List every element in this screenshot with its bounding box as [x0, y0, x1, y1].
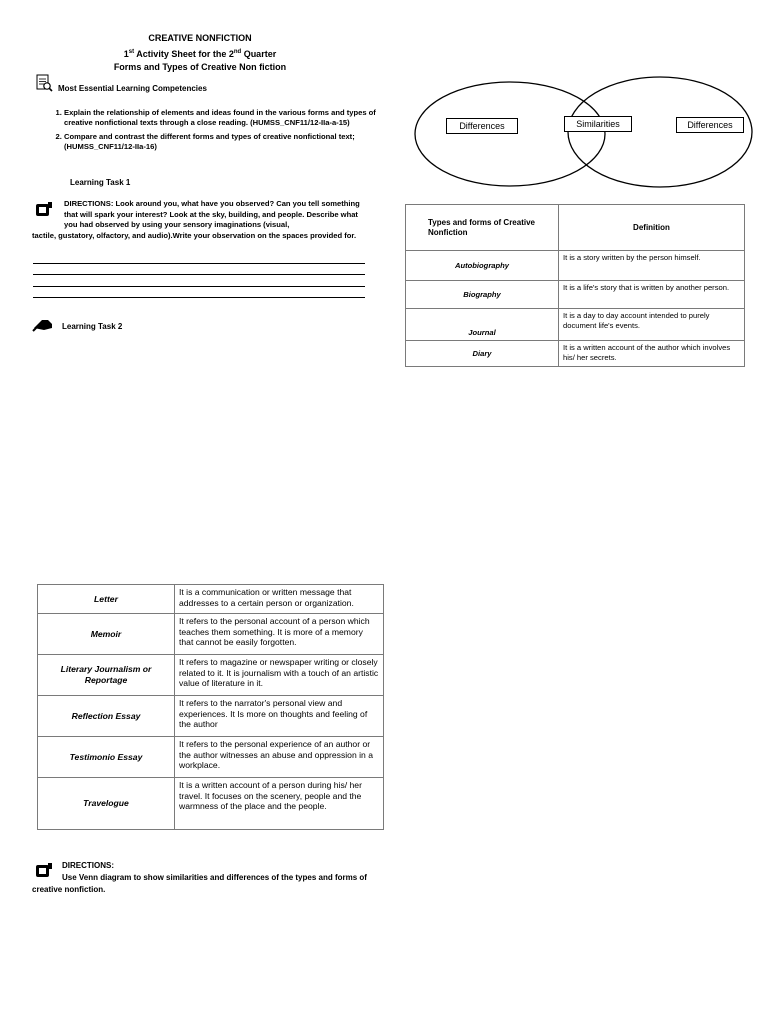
pencil-hand-icon: [32, 314, 52, 334]
header-term: Types and forms of Creative Nonfiction: [406, 205, 559, 251]
document-title: [30, 32, 370, 75]
header-definition: Definition: [559, 205, 745, 251]
table-row: [38, 778, 384, 830]
term-cell: Reflection Essay: [38, 696, 175, 737]
forms-table-1: [405, 204, 745, 367]
quarter-line: 1st Activity Sheet for the 2nd Quarter: [123, 48, 277, 59]
definition-cell: It refers to the narrator's personal view and experiences. It Is more on thoughts and feeling of the author: [175, 696, 384, 737]
term-cell: Letter: [38, 585, 175, 614]
definition-cell: It refers to the personal account of a person which teaches them something. It is more of a memory that cannot be easily forgotten.: [175, 614, 384, 655]
definition-cell: It is a story written by the person himself.: [559, 251, 745, 281]
answer-line[interactable]: [33, 297, 365, 298]
definition-cell: It is a life's story that is written by another person.: [559, 281, 745, 309]
answer-line[interactable]: [33, 286, 365, 287]
answer-line[interactable]: [33, 263, 365, 264]
venn-left-circle: [415, 82, 605, 186]
competency-item: 2. Compare and contrast the different forms and types of creative nonfictional text; (HUMSS_CNF11/12-IIa-16): [64, 132, 400, 153]
directions-text-first: Use Venn diagram to show similarities and differences of the types and forms of: [62, 873, 367, 882]
venn-directions: [32, 860, 372, 896]
definition-cell: It refers to the personal experience of an author or the author witnesses an abuse and oppression in a workplace.: [175, 737, 384, 778]
task1-directions-rest: tactile, gustatory, olfactory, and audio).Write your observation on the spaces provided for.: [32, 230, 357, 240]
directions-label: DIRECTIONS:: [62, 861, 114, 870]
forms-table-2: [37, 584, 384, 830]
table-row: [38, 614, 384, 655]
table-row: [38, 655, 384, 696]
directions-text-rest: creative nonfiction.: [32, 885, 106, 894]
term-cell: Travelogue: [38, 778, 175, 830]
venn-middle-label: Similarities: [564, 116, 632, 132]
table-row: [406, 251, 745, 281]
term-cell: Literary Journalism or Reportage: [38, 655, 175, 696]
definition-cell: It refers to magazine or newspaper writing or closely related to it. It is journalism with a touch of an artistic value of literature in it.: [175, 655, 384, 696]
definition-cell: It is a day to day account intended to purely document life's events.: [559, 309, 745, 341]
task1-directions: [32, 199, 366, 241]
answer-line[interactable]: [33, 274, 365, 275]
competency-list: [32, 108, 400, 156]
definition-cell: It is a written account of the author which involves his/ her secrets.: [559, 341, 745, 367]
subtitle-line: Forms and Types of Creative Non fiction: [113, 62, 287, 72]
term-cell: Testimonio Essay: [38, 737, 175, 778]
definition-cell: It is a written account of a person during his/ her travel. It focuses on the scenery, people and the warmness of the place and the people.: [175, 778, 384, 830]
table-row: [406, 341, 745, 367]
venn-right-label: Differences: [676, 117, 744, 133]
competency-item: 1. Explain the relationship of elements and ideas found in the various forms and types of creative nonfictional texts through a close reading. (HUMSS_CNF11/12-IIa-a-15): [64, 108, 400, 129]
table-row: [38, 737, 384, 778]
task1-directions-first: DIRECTIONS: Look around you, what have you observed? Can you tell something that will spark your interest? Look at the sky, building, and people. Describe what you had observed by using your sensory imaginations (visual,: [64, 199, 360, 229]
title-line: CREATIVE NONFICTION: [148, 33, 252, 43]
term-cell: Autobiography: [406, 251, 559, 281]
term-cell: Biography: [406, 281, 559, 309]
term-cell: Diary: [406, 341, 559, 367]
definition-cell: It is a communication or written message that addresses to a certain person or organization.: [175, 585, 384, 614]
table-row: [38, 585, 384, 614]
learning-task-1-label: Learning Task 1: [70, 178, 131, 187]
clipboard-icon: [34, 73, 54, 93]
learning-task-2-label: Learning Task 2: [62, 322, 123, 331]
table-row: [406, 281, 745, 309]
venn-left-label: Differences: [446, 118, 518, 134]
table-row: [406, 309, 745, 341]
competencies-heading: Most Essential Learning Competencies: [58, 84, 207, 93]
term-cell: Memoir: [38, 614, 175, 655]
table-row: [38, 696, 384, 737]
term-cell: Journal: [406, 309, 559, 341]
table-header-row: [406, 205, 745, 251]
